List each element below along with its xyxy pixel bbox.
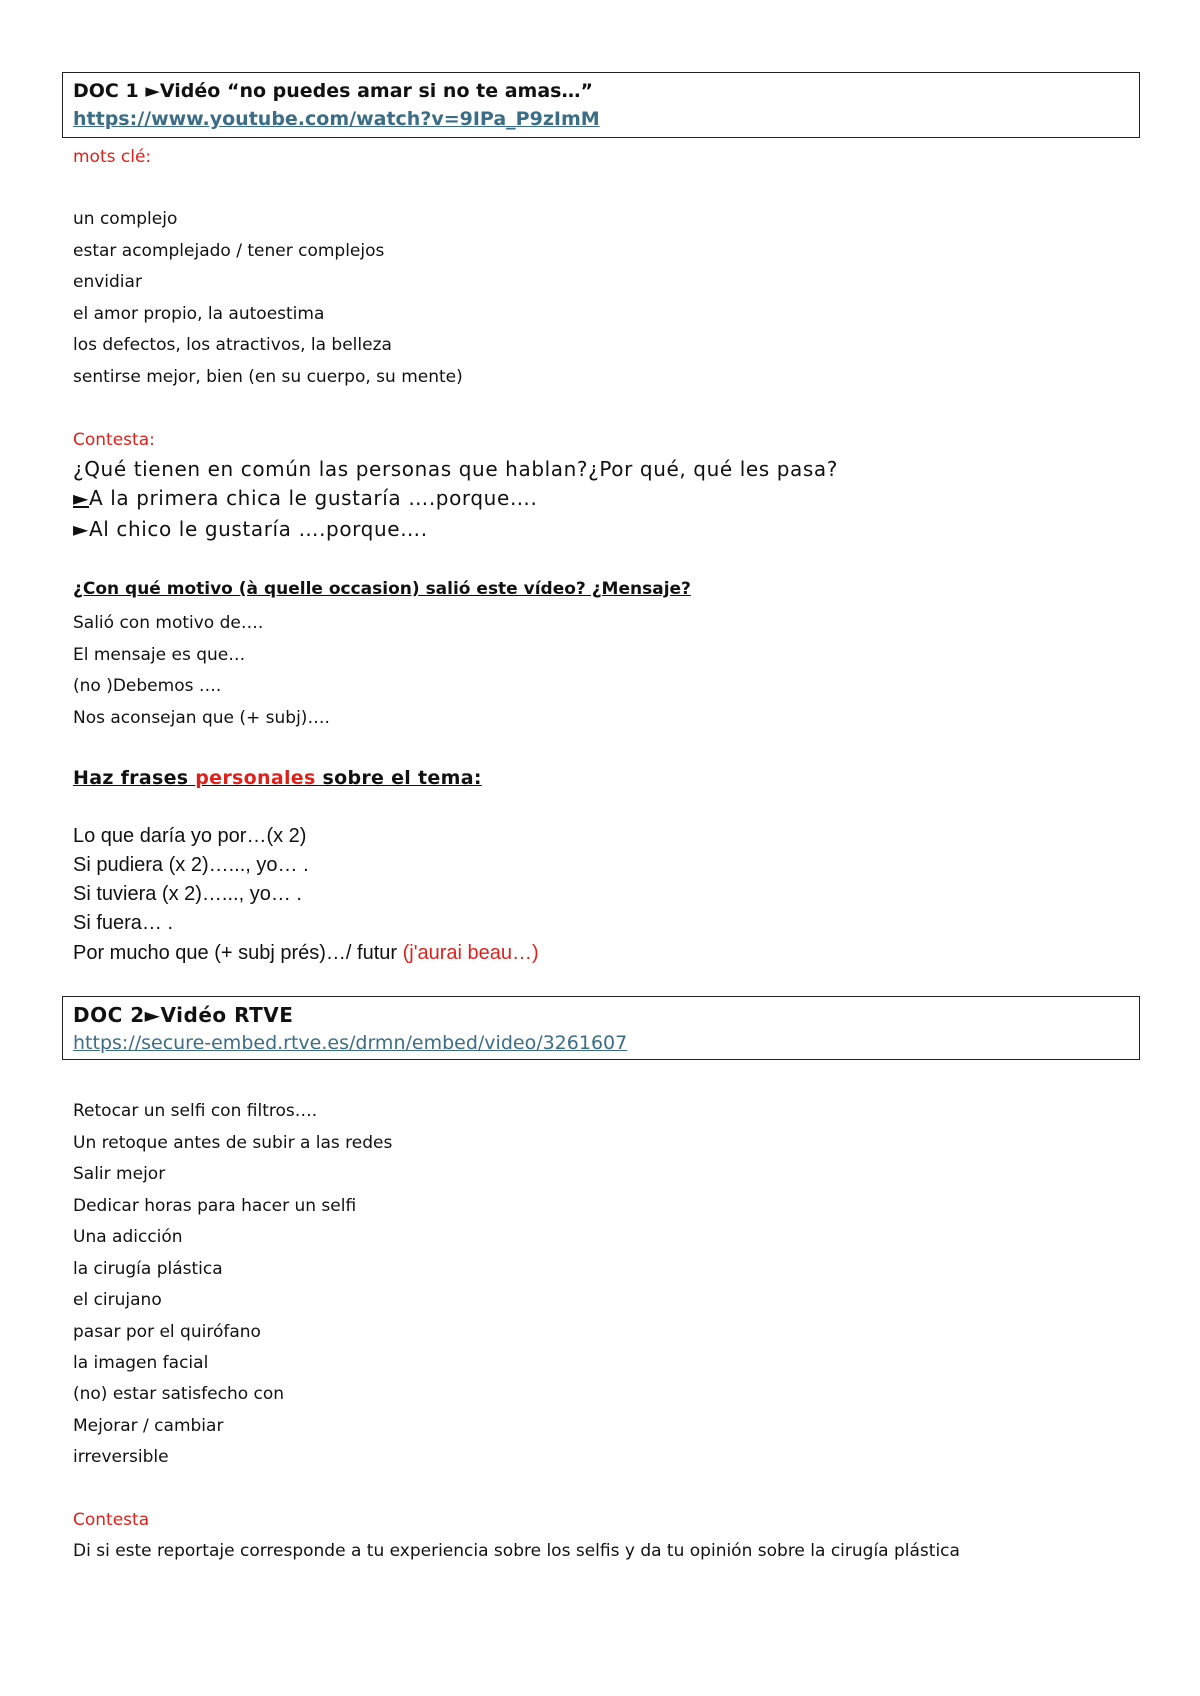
frases-heading-post: sobre el tema: [315,767,482,789]
vocab2-item: pasar por el quirófano [73,1322,261,1342]
vocab2-item: Salir mejor [73,1164,166,1184]
mots-label: mots clé: [73,147,152,167]
frases-item: Si tuviera (x 2)…..., yo… . [73,883,302,905]
frases-item: Si fuera… . [73,912,174,934]
mots-item: un complejo [73,209,178,229]
contesta2-label: Contesta [73,1510,150,1530]
doc2-link[interactable]: https://secure-embed.rtve.es/drmn/embed/video/3261607 [73,1032,628,1054]
frases-heading-red: personales [195,767,316,789]
contesta1-line2: ►Al chico le gustaría ….porque…. [73,517,428,541]
frases-item: Si pudiera (x 2)…..., yo… . [73,854,309,876]
frases-last-red: (j'aurai beau…) [402,942,539,964]
contesta2-text: Di si este reportaje corresponde a tu experiencia sobre los selfis y da tu opinión sobre la cirugía plástica [73,1541,960,1561]
motivo-item: El mensaje es que… [73,645,246,665]
vocab2-item: Un retoque antes de subir a las redes [73,1133,393,1153]
mots-item: envidiar [73,272,142,292]
doc2-header-box [62,996,1140,1060]
vocab2-item: la imagen facial [73,1353,209,1373]
frases-last [73,941,539,965]
mots-item: sentirse mejor, bien (en su cuerpo, su mente) [73,367,463,387]
doc1-header-box [62,72,1140,138]
mots-item: los defectos, los atractivos, la belleza [73,335,392,355]
frases-heading-pre: Haz frases [73,767,196,789]
motivo-item: Nos aconsejan que (+ subj)…. [73,708,330,728]
contesta1-line1 [73,486,537,510]
frases-last-pre: Por mucho que (+ subj prés)…/ futur [73,942,403,964]
vocab2-item: la cirugía plástica [73,1259,223,1279]
doc2-title: DOC 2►Vidéo RTVE [73,1003,294,1027]
vocab2-item: Dedicar horas para hacer un selfi [73,1196,357,1216]
doc1-title: DOC 1 ►Vidéo “no puedes amar si no te amas…” [73,80,593,102]
frases-item: Lo que daría yo por…(x 2) [73,825,307,847]
motivo-item: (no )Debemos …. [73,676,222,696]
motivo-heading: ¿Con qué motivo (à quelle occasion) salió este vídeo? ¿Mensaje? [73,579,691,599]
contesta1-label: Contesta: [73,430,155,450]
doc1-link[interactable]: https://www.youtube.com/watch?v=9IPa_P9zImM [73,108,600,130]
mots-item: el amor propio, la autoestima [73,304,325,324]
vocab2-item: Una adicción [73,1227,183,1247]
vocab2-item: Retocar un selfi con filtros…. [73,1101,318,1121]
contesta1-line1-text: A la primera chica le gustaría ….porque…. [88,486,538,510]
vocab2-item: el cirujano [73,1290,162,1310]
mots-item: estar acomplejado / tener complejos [73,241,385,261]
arrow-marker: ► [73,486,89,510]
frases-heading [73,766,482,790]
motivo-item: Salió con motivo de…. [73,613,264,633]
vocab2-item: irreversible [73,1447,169,1467]
contesta1-question: ¿Qué tienen en común las personas que hablan?¿Por qué, qué les pasa? [73,457,838,481]
vocab2-item: Mejorar / cambiar [73,1416,224,1436]
vocab2-item: (no) estar satisfecho con [73,1384,285,1404]
